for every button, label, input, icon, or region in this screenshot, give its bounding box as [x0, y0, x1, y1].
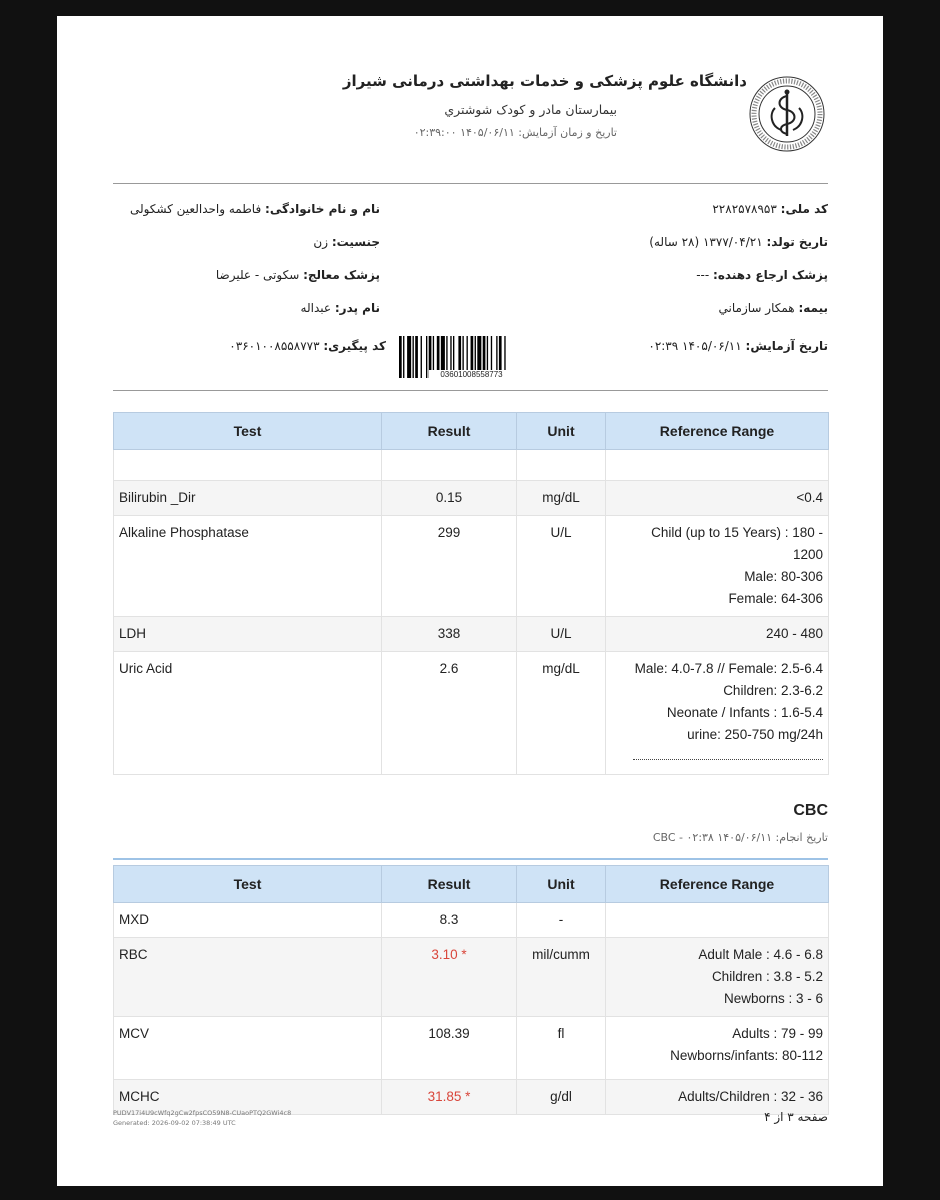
birth-date: تاریخ تولد: ۱۳۷۷/۰۴/۲۱ (۲۸ ساله) [649, 235, 828, 249]
barcode [399, 336, 544, 378]
barcode-bar [407, 336, 411, 378]
table-header [114, 866, 829, 903]
barcode-number: 03601008558773 [429, 370, 514, 379]
table-row: Uric Acid 2.6 mg/dL Male: 4.0-7.8 // Female: 2.5-6.4 Children: 2.3-6.2 Neonate / Infants : 1.6-5.4 urine: 250-750 mg/24h [114, 652, 829, 775]
col-test: Test [114, 413, 382, 450]
cbc-divider [113, 858, 828, 860]
table-row: MXD 8.3 - [114, 903, 829, 938]
page-number: صفحه ۳ از ۴ [764, 1110, 828, 1124]
col-test: Test [114, 866, 382, 903]
header-divider [113, 183, 828, 184]
abnormal-flag: * [465, 1089, 471, 1104]
barcode-bar [403, 336, 404, 378]
father-name: نام پدر: عبداله [300, 301, 380, 315]
gender: جنسیت: زن [313, 235, 380, 249]
col-reference: Reference Range [606, 866, 829, 903]
table-row: Bilirubin _Dir 0.15 mg/dL <0.4 [114, 481, 829, 516]
empty-row [114, 450, 829, 481]
university-logo [747, 74, 827, 154]
table-row: MCV 108.39 fl Adults : 79 - 99 Newborns/infants: 80-112 [114, 1017, 829, 1080]
test-date: تاریخ آزمایش: ۱۴۰۵/۰۶/۱۱ ۰۲:۳۹ [648, 339, 828, 353]
barcode-bar [426, 336, 427, 378]
abnormal-flag: * [461, 947, 467, 962]
patient-name: نام و نام خانوادگی: فاطمه واحدالعین کشکولی [129, 202, 380, 216]
col-reference: Reference Range [606, 413, 829, 450]
tracking-code: کد پیگیری: ۰۳۶۰۱۰۰۸۵۵۸۷۷۳ [229, 339, 386, 353]
col-result: Result [382, 413, 517, 450]
table-row: MCHC 31.85 * g/dl Adults/Children : 32 - 36 [114, 1080, 829, 1115]
hospital-name: بیمارستان مادر و کودک شوشتري [444, 102, 617, 117]
physician: پزشک معالج: سکوتی - علیرضا [215, 268, 380, 282]
cbc-title: CBC [793, 802, 828, 819]
table-row: Alkaline Phosphatase 299 U/L Child (up to 15 Years) : 180 - 1200 Male: 80-306 Female: 64-306 [114, 516, 829, 617]
insurance: بیمه: همکار سازماني [718, 301, 828, 315]
barcode-bar [399, 336, 402, 378]
report-page [57, 16, 883, 1186]
barcode-bar [415, 336, 418, 378]
barcode-bar [413, 336, 414, 378]
col-unit: Unit [517, 413, 606, 450]
table-row: RBC 3.10 * mil/cumm Adult Male : 4.6 - 6.8 Children : 3.8 - 5.2 Newborns : 3 - 6 [114, 938, 829, 1017]
results-table-1 [113, 412, 829, 775]
results-table-2 [113, 865, 829, 1115]
table-row: LDH 338 U/L 240 - 480 [114, 617, 829, 652]
table-header [114, 413, 829, 450]
footer-code: PUDV17i4U9cWfq2gCw2fpsCO59N8-CUaoPTQ2GWi4c8 Generated: 2026-09-02 07:38:49 UTC [113, 1109, 292, 1127]
test-datetime: تاریخ و زمان آزمایش: ۱۴۰۵/۰۶/۱۱ ۰۲:۳۹:۰۰ [413, 126, 617, 139]
dotted-line [633, 758, 823, 760]
info-divider [113, 390, 828, 391]
cbc-date: تاریخ انجام: ۱۴۰۵/۰۶/۱۱ ۰۲:۳۸ - CBC [652, 831, 828, 844]
referring-physician: پزشک ارجاع دهنده: --- [696, 268, 828, 282]
col-result: Result [382, 866, 517, 903]
col-unit: Unit [517, 866, 606, 903]
barcode-bar [421, 336, 422, 378]
university-title: دانشگاه علوم پزشکی و خدمات بهداشتی درمانی شیراز [342, 72, 747, 90]
national-id: کد ملی: ۲۲۸۲۵۷۸۹۵۳ [712, 202, 828, 216]
